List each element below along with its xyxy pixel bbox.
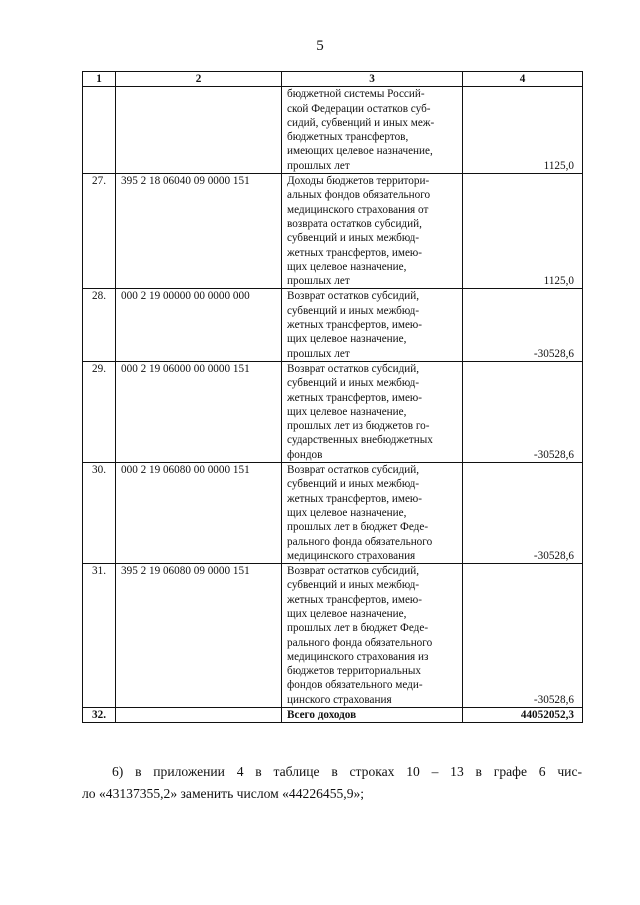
description-line: Возврат остатков субсидий, [287, 464, 420, 477]
description-line: жетных трансфертов, имею- [287, 492, 422, 505]
row-number-cell: 28. [83, 289, 116, 361]
description-line: бюджетной системы Россий- [287, 88, 425, 101]
total-number-cell: 32. [83, 708, 116, 723]
description-line: жетных трансфертов, имею- [287, 319, 422, 332]
total-code-cell [116, 708, 282, 723]
description-line: Возврат остатков субсидий, [287, 290, 420, 303]
budget-code-cell: 000 2 19 06000 00 0000 151 [116, 361, 282, 462]
description-line: субвенций и иных межбюд- [287, 377, 420, 390]
description-line: прошлых лет в бюджет Феде- [287, 622, 429, 635]
amount-cell: -30528,6 [463, 463, 583, 564]
description-line: сударственных внебюджетных [287, 434, 433, 447]
column-header-3: 3 [282, 72, 463, 87]
row-number-cell: 29. [83, 361, 116, 462]
description-line: щих целевое назначение, [287, 260, 407, 273]
column-header-4: 4 [463, 72, 583, 87]
column-header-1: 1 [83, 72, 116, 87]
description-line: субвенций и иных межбюд- [287, 478, 420, 491]
total-amount-cell: 44052052,3 [463, 708, 583, 723]
amount-cell: 1125,0 [463, 174, 583, 289]
description-line: медицинского страхования из [287, 650, 429, 663]
description-line: щих целевое назначение, [287, 333, 407, 346]
description-line: бюджетных трансфертов, [287, 131, 409, 144]
page-number: 5 [316, 38, 324, 54]
description-cell [282, 361, 463, 462]
amount-cell: -30528,6 [463, 289, 583, 361]
description-line: прошлых лет из бюджетов го- [287, 420, 430, 433]
description-line: цинского страхования [287, 693, 392, 706]
description-line: Доходы бюджетов территори- [287, 175, 430, 188]
description-line: субвенций и иных межбюд- [287, 304, 420, 317]
description-line: субвенций и иных межбюд- [287, 579, 420, 592]
table-row [83, 361, 583, 462]
description-line: прошлых лет в бюджет Феде- [287, 521, 429, 534]
table-row [83, 174, 583, 289]
description-cell [282, 463, 463, 564]
description-line: имеющих целевое назначение, [287, 145, 433, 158]
description-line: сидий, субвенций и иных меж- [287, 116, 435, 129]
description-line: рального фонда обязательного [287, 535, 433, 548]
total-row [83, 708, 583, 723]
amount-cell: -30528,6 [463, 564, 583, 708]
description-cell [282, 174, 463, 289]
amendment-paragraph [82, 761, 582, 805]
budget-code-cell: 395 2 19 06080 09 0000 151 [116, 564, 282, 708]
description-cell [282, 564, 463, 708]
table-header-row [83, 72, 583, 87]
budget-code-cell: 395 2 18 06040 09 0000 151 [116, 174, 282, 289]
table-row [83, 289, 583, 361]
amendment-line-1: 6) в приложении 4 в таблице в строках 10 – 13 в графе 6 чис- [112, 764, 582, 779]
description-line: жетных трансфертов, имею- [287, 246, 422, 259]
description-line: щих целевое назначение, [287, 405, 407, 418]
column-header-2: 2 [116, 72, 282, 87]
description-line: жетных трансфертов, имею- [287, 593, 422, 606]
description-cell [282, 289, 463, 361]
description-line: Возврат остатков субсидий, [287, 362, 420, 375]
budget-code-cell [116, 87, 282, 174]
row-number-cell: 31. [83, 564, 116, 708]
description-line: жетных трансфертов, имею- [287, 391, 422, 404]
revenue-table [82, 71, 583, 723]
table-row [83, 463, 583, 564]
description-line: бюджетов территориальных [287, 665, 421, 678]
description-line: медицинского страхования [287, 549, 416, 562]
row-number-cell [83, 87, 116, 174]
table-row [83, 564, 583, 708]
budget-code-cell: 000 2 19 00000 00 0000 000 [116, 289, 282, 361]
description-line: прошлых лет [287, 347, 350, 360]
row-number-cell: 27. [83, 174, 116, 289]
description-line: Возврат остатков субсидий, [287, 565, 420, 578]
description-line: прошлых лет [287, 275, 350, 288]
description-line: щих целевое назначение, [287, 607, 407, 620]
description-line: фондов обязательного меди- [287, 679, 423, 692]
total-label-cell: Всего доходов [282, 708, 463, 723]
row-number-cell: 30. [83, 463, 116, 564]
description-cell [282, 87, 463, 174]
amount-cell: -30528,6 [463, 361, 583, 462]
description-line: прошлых лет [287, 159, 350, 172]
description-line: ской Федерации остатков суб- [287, 102, 431, 115]
budget-code-cell: 000 2 19 06080 00 0000 151 [116, 463, 282, 564]
description-line: альных фондов обязательного [287, 189, 431, 202]
amendment-line-2: ло «43137355,2» заменить числом «44226455,9»; [82, 786, 365, 801]
amount-cell: 1125,0 [463, 87, 583, 174]
description-line: возврата остатков субсидий, [287, 217, 422, 230]
description-line: субвенций и иных межбюд- [287, 232, 420, 245]
description-line: рального фонда обязательного [287, 636, 433, 649]
table-row [83, 87, 583, 174]
description-line: щих целевое назначение, [287, 506, 407, 519]
description-line: фондов [287, 448, 323, 461]
description-line: медицинского страхования от [287, 203, 429, 216]
